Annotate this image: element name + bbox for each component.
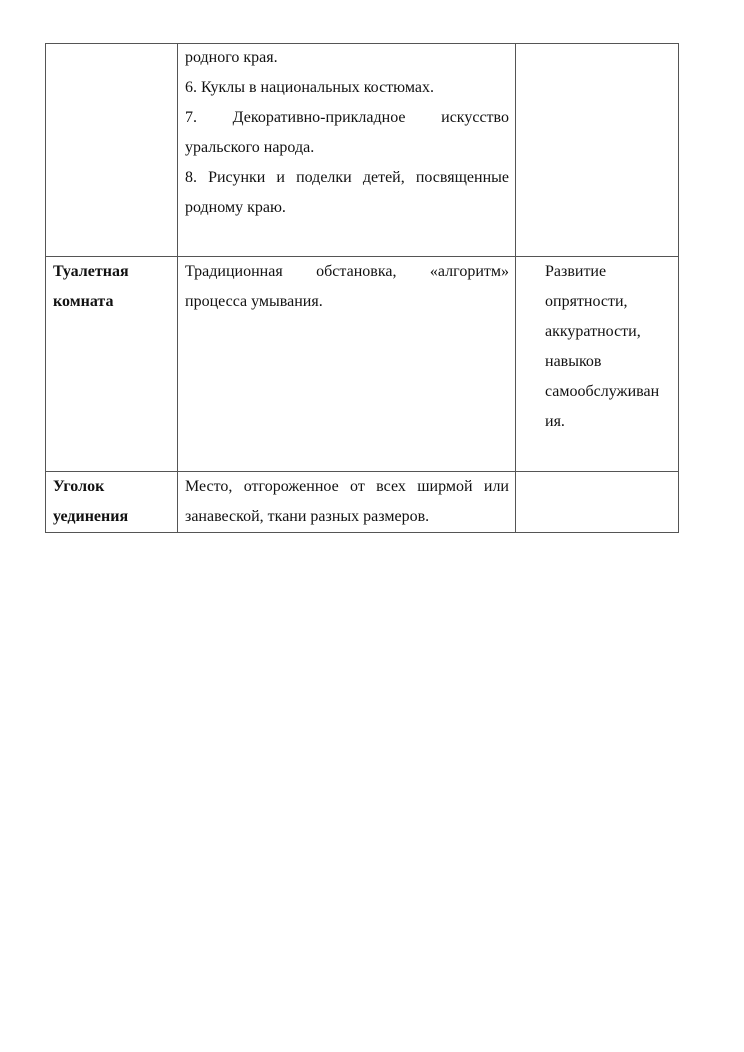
table-row [46, 44, 679, 257]
content-line: 6. Куклы в национальных костюмах. [185, 79, 435, 96]
zone-name-line: Туалетная [53, 263, 129, 280]
content-line: Традиционная обстановка, «алгоритм» [185, 263, 509, 280]
purpose-cell [516, 257, 679, 472]
content-cell [178, 257, 516, 472]
purpose-cell [516, 472, 679, 533]
zones-table [45, 43, 679, 533]
content-cell [178, 44, 516, 257]
content-line: родному краю. [185, 199, 286, 216]
content-line: родного края. [185, 49, 278, 66]
content-line: 7. Декоративно-прикладное искусство [185, 109, 509, 126]
purpose-line: Развитие [545, 263, 607, 280]
purpose-line: аккуратности, [545, 323, 641, 340]
zone-name-line: комната [53, 293, 114, 310]
table-row [46, 257, 679, 472]
purpose-line: навыков [545, 353, 602, 370]
content-line: Место, отгороженное от всех ширмой или [185, 478, 509, 495]
zone-name-line: уединения [53, 508, 129, 525]
zone-cell [46, 472, 178, 533]
zone-name-line: Уголок [53, 478, 105, 495]
zone-cell [46, 257, 178, 472]
content-line: 8. Рисунки и поделки детей, посвященные [185, 169, 509, 186]
purpose-line: ия. [545, 413, 565, 430]
content-cell [178, 472, 516, 533]
table-row [46, 472, 679, 533]
content-line: занавеской, ткани разных размеров. [185, 508, 430, 525]
purpose-line: самообслуживан [545, 383, 660, 400]
content-line: процесса умывания. [185, 293, 323, 310]
purpose-cell [516, 44, 679, 257]
zone-cell [46, 44, 178, 257]
purpose-line: опрятности, [545, 293, 628, 310]
content-line: уральского народа. [185, 139, 315, 156]
